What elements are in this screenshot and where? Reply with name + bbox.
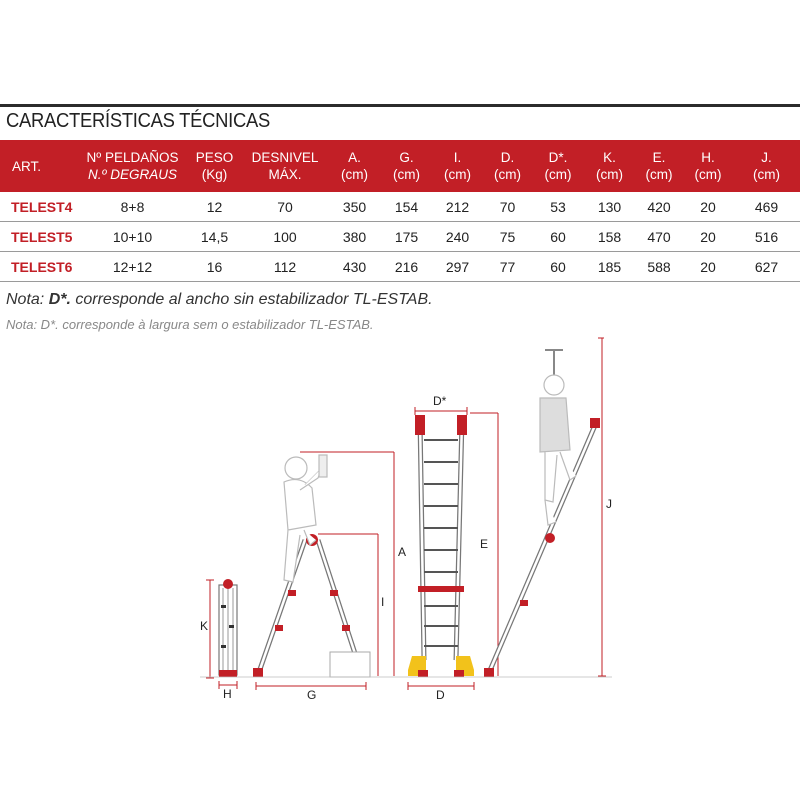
table-cell: 588 [635, 252, 683, 282]
col-header [187, 140, 242, 192]
col-header-sub: (cm) [393, 167, 420, 182]
article-code: TELEST5 [0, 222, 78, 252]
person-leaning [540, 350, 576, 525]
col-header-main: J. [761, 150, 772, 165]
col-header [0, 140, 78, 192]
table-cell: 112 [242, 252, 328, 282]
col-header-sub: (cm) [444, 167, 471, 182]
note-es-prefix: Nota: [6, 291, 49, 308]
table-cell: 20 [683, 192, 733, 222]
table-row [0, 222, 800, 252]
col-header-main: E. [652, 150, 666, 165]
note-es-bold: D*. [48, 291, 71, 308]
col-header [432, 140, 483, 192]
ladder-diagram [0, 330, 800, 700]
table-cell: 627 [733, 252, 800, 282]
table-cell: 75 [483, 222, 532, 252]
col-header-main: G. [399, 150, 414, 165]
table-cell: 154 [381, 192, 432, 222]
col-header [584, 140, 635, 192]
table-cell: 77 [483, 252, 532, 282]
col-header-sub: (cm) [596, 167, 623, 182]
table-cell: 212 [432, 192, 483, 222]
dim-a [300, 452, 394, 676]
table-cell: 185 [584, 252, 635, 282]
label-i: I [381, 595, 385, 609]
col-header-sub: (cm) [494, 167, 521, 182]
table-cell: 10+10 [78, 222, 187, 252]
specs-table [0, 140, 800, 282]
col-header [328, 140, 381, 192]
table-row [0, 252, 800, 282]
col-header-sub: (cm) [645, 167, 673, 182]
article-code: TELEST4 [0, 192, 78, 222]
note-es-rest: corresponde al ancho sin estabilizador TL-ESTAB. [70, 291, 433, 308]
col-header-main: D*. [548, 150, 568, 165]
col-header [733, 140, 800, 192]
table-cell: 430 [328, 252, 381, 282]
label-a: A [398, 545, 407, 559]
table-cell: 100 [242, 222, 328, 252]
page-title: CARACTERÍSTICAS TÉCNICAS [6, 110, 270, 132]
table-row [0, 192, 800, 222]
note-es [6, 291, 433, 309]
col-header-sub: (cm) [694, 167, 722, 182]
col-header [635, 140, 683, 192]
col-header-sub: N.º DEGRAUS [88, 167, 177, 182]
col-header-main: ART. [12, 158, 42, 174]
table-cell: 240 [432, 222, 483, 252]
dim-j [598, 338, 606, 676]
label-k: K [200, 619, 209, 633]
table-cell: 470 [635, 222, 683, 252]
col-header-main: K. [603, 150, 616, 165]
table-cell: 12 [187, 192, 242, 222]
folded-ladder [219, 579, 237, 677]
table-cell: 350 [328, 192, 381, 222]
label-d-star: D* [433, 394, 447, 408]
col-header-main: PESO [195, 150, 234, 165]
dim-d-star [415, 407, 467, 415]
col-header-sub: (Kg) [201, 167, 228, 182]
label-h: H [223, 687, 232, 700]
table-cell: 20 [683, 222, 733, 252]
table-cell: 8+8 [78, 192, 187, 222]
col-header [683, 140, 733, 192]
table-cell: 60 [532, 252, 584, 282]
col-header-main: H. [701, 150, 715, 165]
table-cell: 20 [683, 252, 733, 282]
table-cell: 420 [635, 192, 683, 222]
table-cell: 516 [733, 222, 800, 252]
col-header-main: DESNIVEL [251, 150, 319, 165]
top-divider [0, 104, 800, 107]
col-header [381, 140, 432, 192]
table-cell: 380 [328, 222, 381, 252]
col-header-sub: (cm) [544, 167, 572, 182]
col-header-main: Nº PELDAÑOS [86, 150, 179, 165]
leaning-ladder [484, 418, 600, 677]
col-header [78, 140, 187, 192]
label-j: J [606, 497, 612, 511]
col-header-main: A. [348, 150, 361, 165]
table-header-row [0, 140, 800, 192]
table-cell: 60 [532, 222, 584, 252]
table-cell: 469 [733, 192, 800, 222]
table-cell: 14,5 [187, 222, 242, 252]
table-cell: 175 [381, 222, 432, 252]
col-header-main: I. [453, 150, 462, 165]
table-cell: 70 [242, 192, 328, 222]
table-cell: 12+12 [78, 252, 187, 282]
note-pt: Nota: D*. corresponde à largura sem o estabilizador TL-ESTAB. [6, 317, 374, 332]
col-header [483, 140, 532, 192]
table-cell: 130 [584, 192, 635, 222]
table-cell: 158 [584, 222, 635, 252]
aframe-ladder [253, 534, 370, 677]
table-cell: 216 [381, 252, 432, 282]
col-header-sub: (cm) [341, 167, 368, 182]
col-header [532, 140, 584, 192]
col-header-main: D. [500, 150, 515, 165]
label-g: G [307, 688, 317, 700]
label-d: D [436, 688, 445, 700]
label-e: E [480, 537, 489, 551]
col-header-sub: MÁX. [268, 167, 302, 182]
col-header-sub: (cm) [753, 167, 780, 182]
front-ladder [408, 415, 474, 677]
article-code: TELEST6 [0, 252, 78, 282]
table-cell: 16 [187, 252, 242, 282]
table-cell: 53 [532, 192, 584, 222]
col-header [242, 140, 328, 192]
table-cell: 297 [432, 252, 483, 282]
table-cell: 70 [483, 192, 532, 222]
person-aframe [284, 455, 327, 582]
